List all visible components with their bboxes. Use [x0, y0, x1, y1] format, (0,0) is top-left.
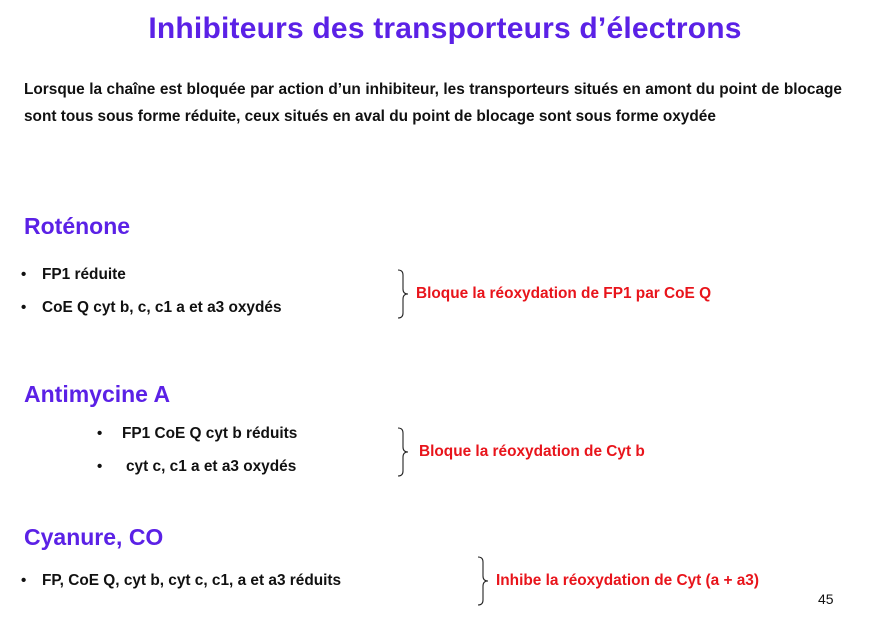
right-brace-icon [477, 556, 489, 606]
bullet: • [21, 266, 27, 283]
inhibitor-note: Bloque la réoxydation de Cyt b [419, 443, 645, 460]
list-item: FP1 CoE Q cyt b réduits [122, 425, 298, 442]
right-brace-icon [397, 427, 409, 477]
bullet: • [21, 572, 27, 589]
bullet: • [97, 458, 103, 475]
list-item: FP1 réduite [42, 266, 126, 283]
right-brace-icon [397, 269, 409, 319]
slide-title: Inhibiteurs des transporteurs d’électrons [148, 12, 742, 45]
intro-paragraph: Lorsque la chaîne est bloquée par action d’un inhibiteur, les transporteurs situés en amont du point de blocage sont tous sous forme réduite, ceux situés en aval du point de blocage sont sous forme oxydée [24, 81, 842, 125]
list-item: FP, CoE Q, cyt b, cyt c, c1, a et a3 réduits [42, 572, 342, 589]
section-heading-cyanure: Cyanure, CO [24, 524, 164, 550]
section-heading-antimycine: Antimycine A [24, 381, 171, 407]
inhibitor-note: Bloque la réoxydation de FP1 par CoE Q [416, 285, 712, 302]
section-heading-rotenone: Roténone [24, 213, 131, 239]
bullet: • [97, 425, 103, 442]
bullet: • [21, 299, 27, 316]
list-item: CoE Q cyt b, c, c1 a et a3 oxydés [42, 299, 282, 316]
page-number: 45 [818, 591, 834, 607]
list-item: cyt c, c1 a et a3 oxydés [126, 458, 297, 475]
inhibitor-note: Inhibe la réoxydation de Cyt (a + a3) [496, 572, 759, 589]
